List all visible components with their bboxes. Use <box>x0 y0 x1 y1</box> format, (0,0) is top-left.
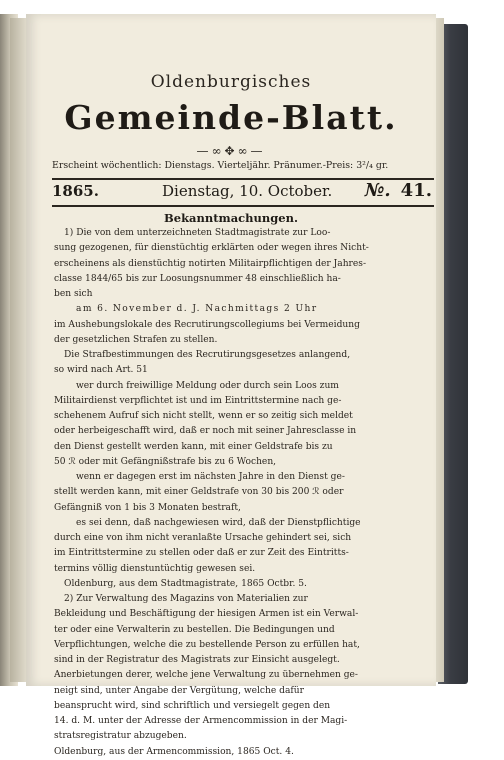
text-line: Gefängniß von 1 bis 3 Monaten bestraft, <box>54 502 241 513</box>
text-line: ter oder eine Verwalterin zu bestellen. Die Bedingungen und <box>54 624 335 635</box>
text-line: der gesetzlichen Strafen zu stellen. <box>54 334 218 345</box>
text-line: im Aushebungslokale des Recrutirungscollegiums bei Vermeidung <box>54 319 360 330</box>
text-line: Oldenburg, aus dem Stadtmagistrate, 1865 Octbr. 5. <box>64 578 307 589</box>
masthead-subtitle: Oldenburgisches <box>150 72 312 92</box>
text-line: wenn er dagegen erst im nächsten Jahre in den Dienst ge- <box>76 472 345 482</box>
text-line: beansprucht wird, sind schriftlich und versiegelt gegen den <box>54 700 331 711</box>
document-page <box>26 14 436 757</box>
dateline <box>52 182 432 204</box>
text-line: Oldenburg, aus der Armencommission, 1865 Oct. 4. <box>54 746 294 757</box>
text-line: sung gezogenen, für dienstüchtig erklärten oder wegen ihres Nicht- <box>54 243 369 254</box>
text-line: 2) Zur Verwaltung des Magazins von Materialien zur <box>64 594 308 604</box>
text-line: classe 1844/65 bis zur Loosungsnummer 48 einschließlich ha- <box>54 273 341 284</box>
text-line: Verpflichtungen, welche die zu bestellende Person zu erfüllen hat, <box>54 639 360 650</box>
text-line: durch eine von ihm nicht veranlaßte Ursache gehindert sei, sich <box>54 533 352 543</box>
text-line: sind in der Registratur des Magistrats zur Einsicht ausgelegt. <box>54 655 340 665</box>
text-line: 50 ℛ oder mit Gefängnißstrafe bis zu 6 Wochen, <box>54 456 277 467</box>
text-line: stellt werden kann, mit einer Geldstrafe von 30 bis 200 ℛ oder <box>54 487 344 498</box>
issue-year: 1865. <box>52 182 99 200</box>
text-line: am 6. November d. J. Nachmittags 2 Uhr <box>76 304 318 315</box>
body-text <box>54 226 434 760</box>
text-line: 1) Die von dem unterzeichneten Stadtmagistrate zur Loo- <box>64 228 331 238</box>
text-line: wer durch freiwillige Meldung oder durch sein Loos zum <box>76 380 339 391</box>
text-line: stratsregistratur abzugeben. <box>54 731 187 742</box>
issue-number-label: №. <box>364 180 391 201</box>
text-line: 14. d. M. unter der Adresse der Armencommission in der Magi- <box>54 716 348 726</box>
text-line: schehenem Aufruf sich nicht stellt, wenn er so zeitig sich meldet <box>54 411 353 421</box>
text-line: Bekleidung und Beschäftigung der hiesigen Armen ist ein Verwal- <box>54 609 359 620</box>
issue-date: Dienstag, 10. October. <box>162 182 333 200</box>
text-line: es sei denn, daß nachgewiesen wird, daß der Dienstpflichtige <box>76 517 361 528</box>
rule-bottom <box>52 205 434 207</box>
text-line: oder herbeigeschafft wird, daß er noch mit seiner Jahresclasse in <box>54 426 357 437</box>
ornament-divider: —∞✥∞— <box>196 144 266 158</box>
issue-number-value: 41. <box>400 180 432 201</box>
text-line: termins völlig dienstuntüchtig gewesen sei. <box>54 563 256 574</box>
section-title: Bekanntmachungen. <box>164 211 298 225</box>
text-line: Anerbietungen derer, welche jene Verwaltung zu übernehmen ge- <box>54 670 358 681</box>
text-line: so wird nach Art. 51 <box>54 365 148 376</box>
text-line: Die Strafbestimmungen des Recrutirungsgesetzes anlangend, <box>64 350 351 360</box>
text-line: im Eintrittstermine zu stellen oder daß er zur Zeit des Eintritts- <box>54 548 349 559</box>
subscription-info: Erscheint wöchentlich: Dienstags. Vierteljähr. Pränumer.-Preis: 3²/₄ gr. <box>52 160 389 171</box>
text-line: neigt sind, unter Angabe der Vergütung, welche dafür <box>54 685 304 696</box>
text-line: Militairdienst verpflichtet ist und im Eintrittstermine nach ge- <box>54 395 342 406</box>
issue-number <box>365 180 432 201</box>
text-line: ben sich <box>54 289 93 299</box>
text-line: erscheinens als dienstüchtig notirten Militairpflichtigen der Jahres- <box>54 258 367 269</box>
text-line: den Dienst gestellt werden kann, mit einer Geldstrafe bis zu <box>54 441 333 452</box>
masthead-title: Gemeinde-Blatt. <box>64 98 398 137</box>
